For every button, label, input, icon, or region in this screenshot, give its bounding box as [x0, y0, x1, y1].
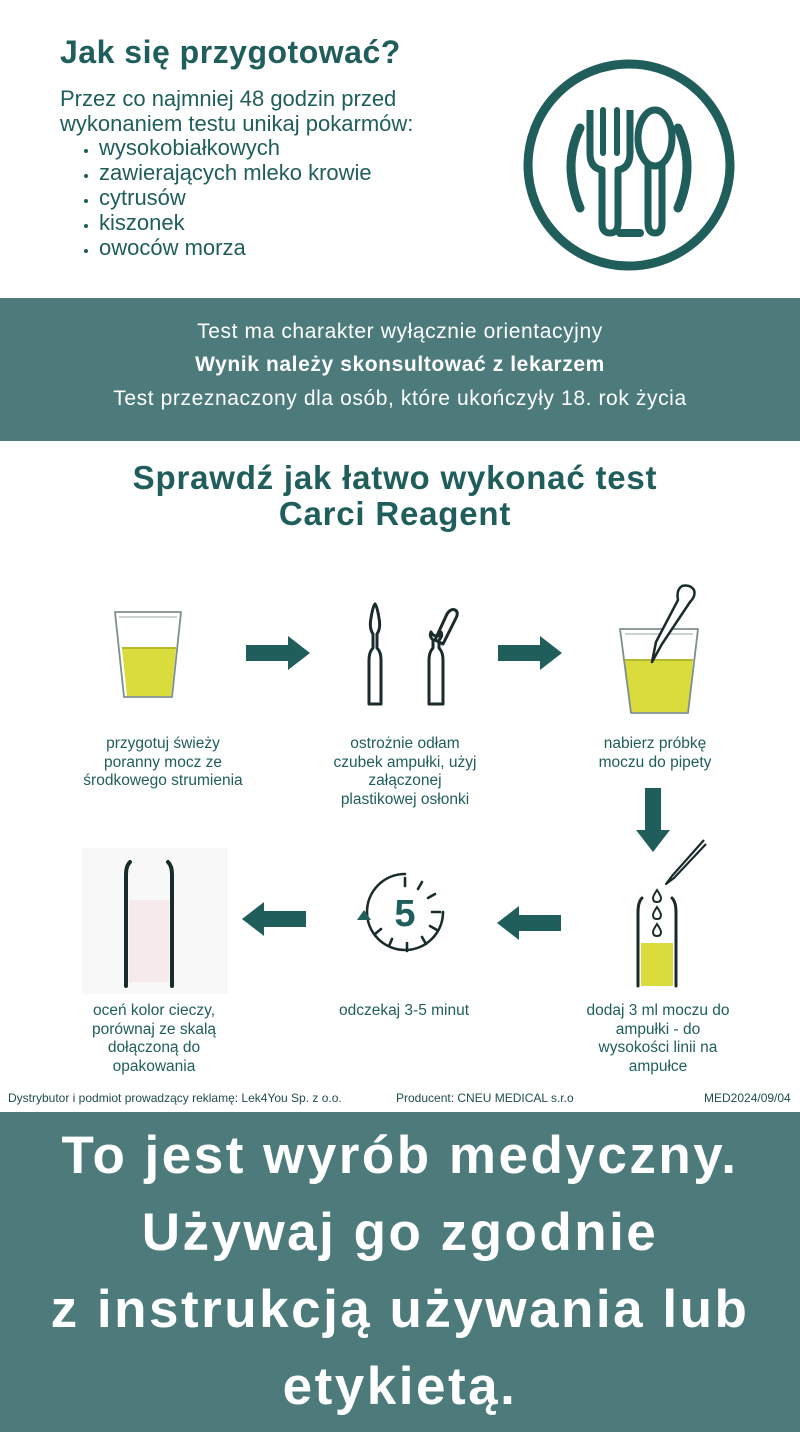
arrow-icon: [498, 636, 562, 670]
band-line-orientation: Test ma charakter wyłącznie orientacyjny: [197, 320, 603, 343]
list-item: • cytrusów: [99, 185, 372, 210]
timer-icon: [355, 872, 455, 966]
notice-line4: etykietą.: [282, 1357, 518, 1416]
step-4-text: dodaj 3 ml moczu do ampułki - do wysokości linii na ampułce: [586, 1002, 730, 1075]
howto-title-line1: Sprawdź jak łatwo wykonać test: [132, 459, 658, 496]
arrow-icon: [246, 636, 310, 670]
notice-line3: z instrukcją używania lub: [50, 1280, 750, 1339]
step-5-text: odczekaj 3-5 minut: [338, 1002, 470, 1019]
ampoules-icon: [355, 600, 465, 710]
info-band: [0, 298, 800, 441]
footer-code: MED2024/09/04: [704, 1091, 791, 1105]
step-3-text: nabierz próbkę moczu do pipety: [598, 735, 712, 771]
arrow-icon: [497, 906, 561, 940]
arrow-icon: [242, 902, 306, 936]
list-item: • kiszonek: [99, 210, 372, 235]
footer-distributor: Dystrybutor i podmiot prowadzący reklamę: Lek4You Sp. z o.o.: [8, 1091, 342, 1105]
howto-title: [0, 460, 790, 532]
ampoule-result-panel: [82, 848, 228, 994]
timer-value: 5: [394, 893, 416, 935]
step-2-text: ostrożnie odłam czubek ampułki, użyj załączonej plastikowej osłonki: [333, 735, 477, 808]
list-item: • wysokobiałkowych: [99, 135, 372, 160]
medical-device-notice: [0, 1117, 800, 1425]
footer-producer: Producent: CNEU MEDICAL s.r.o: [396, 1091, 574, 1105]
howto-title-line2: Carci Reagent: [278, 495, 512, 532]
list-item: • zawierających mleko krowie: [99, 160, 372, 185]
pipette-glass-icon: [616, 582, 702, 718]
avoid-food-list: [60, 135, 372, 260]
band-line-consult: Wynik należy skonsultować z lekarzem: [195, 353, 605, 376]
glass-icon: [110, 608, 186, 700]
prep-intro: Przez co najmniej 48 godzin przed wykonaniem testu unikaj pokarmów:: [60, 86, 414, 136]
step-1-text: przygotuj świeży poranny mocz ze środkowego strumienia: [83, 735, 243, 789]
list-item: • owoców morza: [99, 235, 372, 260]
fork-spoon-icon: [522, 58, 736, 272]
medical-device-band: [0, 1112, 800, 1432]
notice-line1: To jest wyrób medyczny.: [61, 1126, 739, 1185]
ampoule-result-icon: [82, 848, 228, 994]
prep-title: Jak się przygotować?: [60, 34, 401, 70]
ampoule-drops-icon: [628, 838, 708, 990]
step-6-text: oceń kolor cieczy, porównaj ze skalą dołączoną do opakowania: [91, 1002, 217, 1075]
notice-line2: Używaj go zgodnie: [141, 1203, 659, 1262]
band-line-age: Test przeznaczony dla osób, które ukończyły 18. rok życia: [113, 387, 687, 410]
